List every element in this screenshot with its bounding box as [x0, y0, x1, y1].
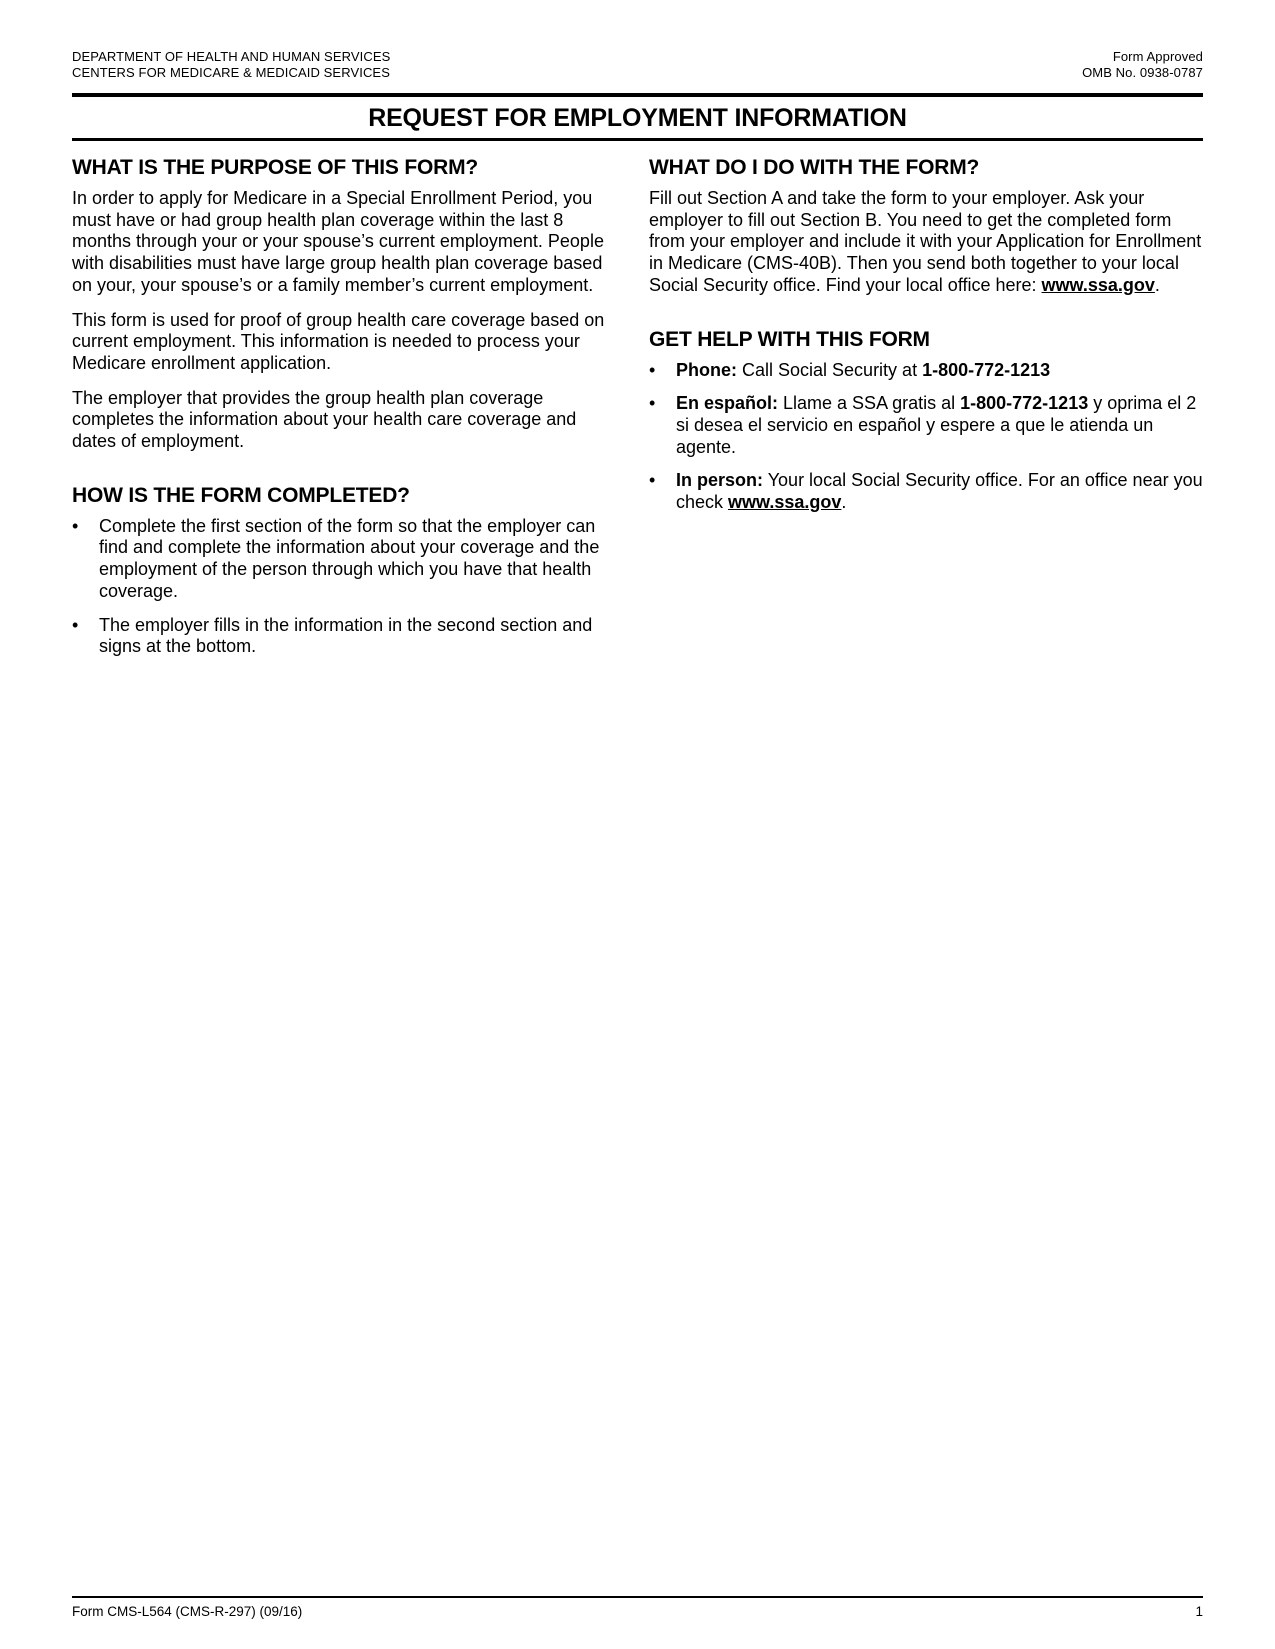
document-footer [72, 1596, 1203, 1620]
list-item [649, 393, 1203, 458]
agency-line-2: CENTERS FOR MEDICARE & MEDICAID SERVICES [72, 64, 390, 80]
how-completed-bullet-1: Complete the first section of the form so that the employer can find and complete the information about your coverage and the employment of the person through which you have that health coverage. [99, 515, 600, 601]
list-item [649, 470, 1203, 513]
in-person-text-1: Your local Social Security office. For an office near you check [676, 470, 1203, 513]
form-approved-label: Form Approved [1112, 49, 1203, 64]
section-what-do [649, 155, 1203, 297]
bullet-icon [649, 360, 676, 382]
purpose-paragraph-2: This form is used for proof of group health care coverage based on current employment. This information is needed to process your Medicare enrollment application. [72, 309, 605, 373]
ssa-gov-link[interactable]: www.ssa.gov [728, 492, 842, 513]
two-column-body [72, 155, 1203, 670]
what-do-paragraph [649, 188, 1203, 297]
footer-form-id: Form CMS-L564 (CMS-R-297) (09/16) [72, 1604, 303, 1619]
purpose-paragraph-1: In order to apply for Medicare in a Special Enrollment Period, you must have or had group health plan coverage within the last 8 months through your or your spouse’s current employment. People with disabilities must have large group health plan coverage based on your, your spouse’s or a family member’s current employment. [72, 188, 604, 295]
omb-number: OMB No. 0938-0787 [1082, 64, 1203, 80]
agency-block [72, 49, 390, 80]
right-column [649, 155, 1203, 670]
get-help-spanish [676, 393, 1203, 458]
agency-line-1: DEPARTMENT OF HEALTH AND HUMAN SERVICES [72, 49, 391, 64]
phone-label: Phone: [676, 359, 737, 380]
what-do-text: Fill out Section A and take the form to your employer. Ask your employer to fill out Section B. You need to get the completed form from your employer and include it with your Application for Enrollment in Medicare (CMS-40B). Then you send both together to your local Social Security office. Find your local office here: [649, 188, 1202, 295]
section-how-completed [72, 483, 609, 658]
left-column [72, 155, 609, 670]
bullet-icon [72, 516, 99, 603]
phone-text: Call Social Security at [737, 359, 923, 380]
bullet-icon [649, 470, 676, 513]
how-completed-heading: HOW IS THE FORM COMPLETED? [72, 483, 410, 507]
approval-block [1082, 49, 1203, 80]
document-header [72, 49, 1203, 80]
spanish-phone-number: 1-800-772-1213 [960, 393, 1089, 414]
list-item [72, 615, 609, 658]
spanish-text-1: Llame a SSA gratis al [778, 393, 961, 414]
in-person-text-2: . [841, 492, 847, 513]
title-divider [72, 138, 1203, 141]
how-completed-bullet-2: The employer fills in the information in the second section and signs at the bottom. [99, 614, 593, 657]
purpose-heading: WHAT IS THE PURPOSE OF THIS FORM? [72, 156, 479, 179]
purpose-paragraph-3: The employer that provides the group health plan coverage completes the information about your health care coverage and dates of employment. [72, 387, 577, 452]
phone-number: 1-800-772-1213 [922, 359, 1051, 380]
get-help-heading: GET HELP WITH THIS FORM [649, 327, 930, 351]
section-get-help [649, 327, 1203, 514]
in-person-label: In person: [676, 470, 764, 491]
what-do-heading: WHAT DO I DO WITH THE FORM? [649, 156, 980, 179]
list-item [649, 360, 1203, 382]
spanish-text-2: y oprima el 2 si desea el servicio en español y espere a que le atienda un agente. [676, 393, 1197, 457]
get-help-phone [676, 360, 1050, 382]
section-purpose [72, 155, 609, 453]
form-title: REQUEST FOR EMPLOYMENT INFORMATION [368, 104, 907, 132]
list-item [72, 516, 609, 603]
what-do-text-after: . [1154, 274, 1160, 295]
spanish-label: En español: [676, 393, 779, 414]
get-help-in-person [676, 470, 1203, 513]
footer-page-number: 1 [1195, 1604, 1203, 1619]
bullet-icon [649, 393, 676, 458]
ssa-gov-link[interactable]: www.ssa.gov [1041, 274, 1155, 295]
bullet-icon [72, 615, 99, 658]
